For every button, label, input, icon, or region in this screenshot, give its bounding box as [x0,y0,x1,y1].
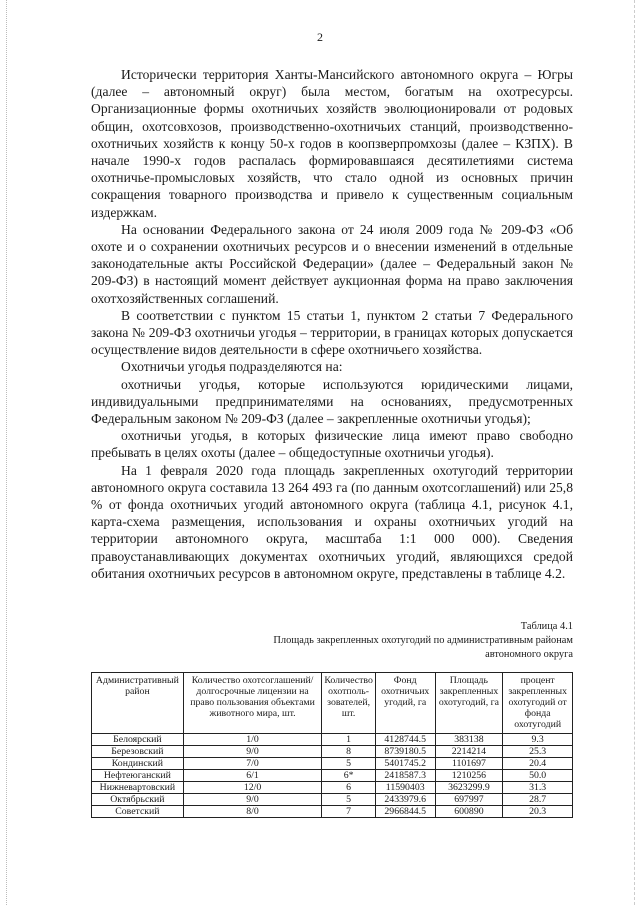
cell-agreements: 12/0 [183,782,322,794]
cell-district: Октябрьский [92,794,184,806]
header-fixed-area: Площадь закрепленных охотугодий, га [435,673,503,734]
cell-agreements: 7/0 [183,758,322,770]
cell-fund: 4128744.5 [375,734,435,746]
cell-fixed-area: 1210256 [435,770,503,782]
cell-fixed-area: 1101697 [435,758,503,770]
table-row [92,746,573,758]
header-percent: процент закрепленных охотугодий от фонда охотугодий [503,673,573,734]
cell-fixed-area: 2214214 [435,746,503,758]
cell-fixed-area: 600890 [435,806,503,818]
cell-users: 5 [322,794,376,806]
table-header-row [92,673,573,734]
cell-district: Кондинский [92,758,184,770]
cell-users: 1 [322,734,376,746]
paragraph-definition: В соответствии с пунктом 15 статьи 1, пунктом 2 статьи 7 Федерального закона № 209-ФЗ охотничьи угодья – территории, в границах которых допускается осуществление видов деятельности в сфере охотничьего хозяйства. [91,307,573,358]
paragraph-public-lands: охотничьи угодья, в которых физические лица имеют право свободно пребывать в целях охоты (далее – общедоступные охотничьи угодья). [91,428,573,461]
cell-agreements: 1/0 [183,734,322,746]
cell-fixed-area: 697997 [435,794,503,806]
table-row [92,782,573,794]
header-district: Административный район [92,673,184,734]
table-title-line2: автономного округа [485,649,573,660]
cell-percent: 25.3 [503,746,573,758]
cell-district: Белоярский [92,734,184,746]
cell-agreements: 6/1 [183,770,322,782]
cell-agreements: 8/0 [183,806,322,818]
header-agreements: Количество охотсоглашений/долгосрочные лицензии на право пользования объектами животного мира, шт. [183,673,322,734]
cell-users: 6* [322,770,376,782]
cell-fund: 2966844.5 [375,806,435,818]
cell-fund: 2433979.6 [375,794,435,806]
table-caption [91,620,573,662]
table-row [92,806,573,818]
table-title-line1: Площадь закрепленных охотугодий по административным районам [273,635,573,646]
body-text [91,66,573,582]
cell-agreements: 9/0 [183,746,322,758]
paragraph-fixed-lands: охотничьи угодья, которые используются юридическими лицами, индивидуальными предпринимателями на основаниях, предусмотренных Федеральным законом № 209-ФЗ (далее – закрепленные охотничьи угодья); [91,376,573,427]
paragraph-subdivision: Охотничьи угодья подразделяются на: [121,359,343,375]
cell-district: Березовский [92,746,184,758]
cell-percent: 50.0 [503,770,573,782]
table-row [92,770,573,782]
scan-right-edge [634,0,636,905]
cell-district: Нефтеюганский [92,770,184,782]
scan-left-edge [6,0,8,905]
cell-fund: 2418587.3 [375,770,435,782]
paragraph-federal-law: На основании Федерального закона от 24 июля 2009 года № 209-ФЗ «Об охоте и о сохранении охотничьих ресурсов и о внесении изменений в отдельные законодательные акты Российской Федерации» (далее – Федеральный закон № 209-ФЗ) в настоящий момент действует аукционная форма на право заключения охотхозяйственных соглашений. [91,221,573,306]
cell-users: 5 [322,758,376,770]
header-fund: Фонд охотничьих угодий, га [375,673,435,734]
cell-agreements: 9/0 [183,794,322,806]
cell-percent: 9.3 [503,734,573,746]
cell-percent: 31.3 [503,782,573,794]
table-row [92,794,573,806]
cell-users: 6 [322,782,376,794]
cell-district: Нижневартовский [92,782,184,794]
cell-percent: 20.3 [503,806,573,818]
cell-users: 8 [322,746,376,758]
table-number: Таблица 4.1 [520,621,573,632]
cell-fund: 11590403 [375,782,435,794]
header-users: Количество охотполь-зователей, шт. [322,673,376,734]
cell-users: 7 [322,806,376,818]
cell-fixed-area: 383138 [435,734,503,746]
cell-fund: 5401745.2 [375,758,435,770]
cell-fixed-area: 3623299.9 [435,782,503,794]
cell-percent: 28.7 [503,794,573,806]
table-row [92,734,573,746]
hunting-lands-table [91,672,573,818]
paragraph-area-stats: На 1 февраля 2020 года площадь закрепленных охотугодий территории автономного округа составила 13 264 493 га (по данным охотсоглашений) или 25,8 % от фонда охотничьих угодий автономного округа (таблица 4.1, рисунок 4.1, карта-схема размещения, использования и охраны охотничьих угодий на территории автономного округа, масштаба 1:1 000 000). Сведения правоустанавливающих документах охотничьих угодий, являющихся средой обитания охотничьих ресурсов в автономном округе, представлены в таблице 4.2. [91,462,573,581]
cell-district: Советский [92,806,184,818]
page-number: 2 [317,30,323,44]
cell-percent: 20.4 [503,758,573,770]
paragraph-history: Исторически территория Ханты-Мансийского автономного округа – Югры (далее – автономный округ) была местом, богатым на охотресурсы. Организационные формы охотничьих хозяйств эволюционировали от родовых общин, охотсовхозов, производственно-охотничьих станций, производственно-охотничьих хозяйств к концу 50-х годов в коопзверпромхозы (далее – КЗПХ). В начале 1990-х годов распалась формировавшаяся десятилетиями система охотничье-промысловых хозяйств, что стало одной из основных причин сокращения товарного производства и привело к существенным социальным издержкам. [91,67,573,220]
cell-fund: 8739180.5 [375,746,435,758]
table-row [92,758,573,770]
